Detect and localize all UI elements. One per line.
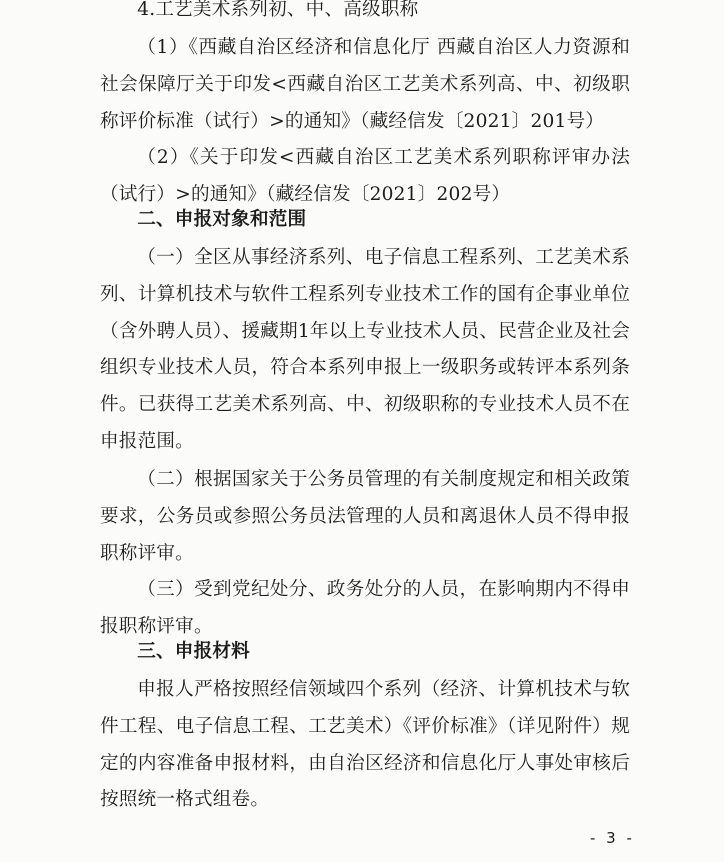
- paragraph-scope-1: （一）全区从事经济系列、电子信息工程系列、工艺美术系列、计算机技术与软件工程系列专业技术工作的国有企事业单位（含外聘人员）、援藏期1年以上专业技术人员、民营企业及社会组织专业技术人员，符合本系列申报上一级职务或转评本系列条件。已获得工艺美术系列高、中、初级职称的专业技术人员不在申报范围。: [100, 247, 630, 452]
- page-number: - 3 -: [590, 829, 635, 847]
- paragraph-item-2: （2）《关于印发<西藏自治区工艺美术系列职称评审办法（试行）>的通知》（藏经信发〔2021〕202号）: [100, 147, 630, 205]
- paragraph-item-1: （1）《西藏自治区经济和信息化厅 西藏自治区人力资源和社会保障厅关于印发<西藏自治区工艺美术系列高、中、初级职称评价标准（试行）>的通知》（藏经信发〔2021〕201号）: [100, 37, 630, 132]
- subheading-craft-series: 4.工艺美术系列初、中、高级职称: [137, 0, 419, 20]
- section-heading-3: 三、申报材料: [137, 641, 250, 662]
- paragraph-scope-2: （二）根据国家关于公务员管理的有关制度规定和相关政策要求，公务员或参照公务员法管理的人员和离退休人员不得申报职称评审。: [100, 469, 630, 564]
- paragraph-scope-3: （三）受到党纪处分、政务处分的人员，在影响期内不得申报职称评审。: [100, 579, 630, 637]
- section-heading-2: 二、申报对象和范围: [137, 209, 307, 230]
- paragraph-materials: 申报人严格按照经信领域四个系列（经济、计算机技术与软件工程、电子信息工程、工艺美术）《评价标准》（详见附件）规定的内容准备申报材料，由自治区经济和信息化厅人事处审核后按照统一格式组卷。: [100, 679, 630, 811]
